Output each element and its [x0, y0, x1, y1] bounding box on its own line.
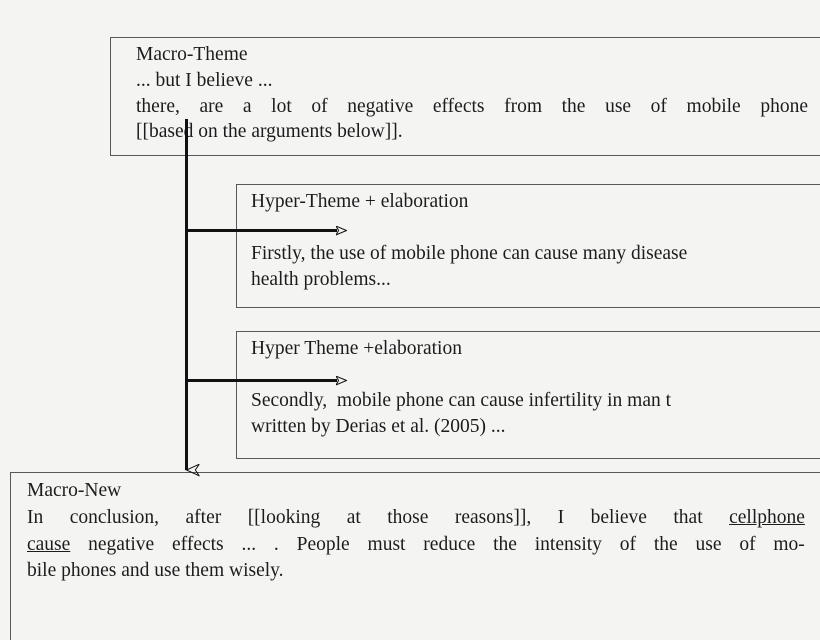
- macro-theme-line-3-word: are: [199, 95, 224, 117]
- macro-theme-line-3-word: mobile: [686, 95, 741, 117]
- macro-new-word: of: [619, 534, 636, 555]
- macro-theme-line-3-word: the: [561, 95, 586, 117]
- hyper-theme-2-line-2: written by Derias et al. (2005) ...: [251, 415, 506, 437]
- hyper-theme-1-label: Hyper-Theme + elaboration: [251, 191, 469, 212]
- macro-new-word: intensity: [534, 534, 602, 555]
- macro-new-word: of: [739, 534, 756, 555]
- macro-theme-line-3-word: effects: [432, 95, 485, 117]
- macro-new-word: People: [296, 534, 350, 555]
- macro-new-word: believe: [590, 507, 647, 528]
- macro-new-line-2: [27, 531, 805, 558]
- macro-theme-line-4: [[based on the arguments below]].: [136, 121, 403, 142]
- hyper-theme-2-content: [237, 332, 820, 441]
- macro-new-word: the: [493, 534, 517, 555]
- macro-new-word: effects: [172, 534, 224, 555]
- macro-new-word: that: [673, 507, 703, 528]
- macro-theme-line-3-word: negative: [347, 95, 414, 117]
- macro-theme-line-3-word: use: [605, 95, 632, 117]
- macro-new-label: Macro-New: [27, 480, 122, 501]
- macro-theme-line-3: [136, 94, 808, 120]
- macro-new-underlined-cause: cause: [27, 534, 71, 555]
- hyper-theme-2-line-1: Secondly, mobile phone can cause infertility in man t: [251, 390, 672, 411]
- macro-theme-content: [111, 38, 820, 147]
- macro-new-word: conclusion,: [69, 507, 160, 528]
- hyper-theme-2-label: Hyper Theme +elaboration: [251, 338, 462, 359]
- hyper-theme-2-box: [236, 331, 820, 459]
- macro-new-underlined-cellphone: cellphone: [729, 507, 805, 528]
- macro-theme-line-3-word: from: [504, 95, 543, 117]
- macro-new-word: at: [346, 507, 361, 528]
- macro-new-word: must: [367, 534, 406, 555]
- macro-new-box: [10, 472, 820, 640]
- hyper-theme-1-content: [237, 185, 820, 294]
- macro-theme-label: Macro-Theme: [136, 44, 248, 65]
- hyper-theme-1-spacer: [251, 215, 814, 241]
- macro-theme-line-3-word: of: [650, 95, 667, 117]
- macro-theme-line-3-word: of: [311, 95, 328, 117]
- macro-theme-line-3-word: phone: [760, 95, 808, 117]
- macro-new-line-1: [27, 504, 805, 531]
- macro-new-word: negative: [88, 534, 155, 555]
- macro-new-word: ...: [241, 534, 257, 555]
- hyper-theme-1-line-1: Firstly, the use of mobile phone can cause many disease: [251, 243, 688, 264]
- macro-new-word: reduce: [423, 534, 476, 555]
- macro-new-word: I: [557, 507, 565, 528]
- macro-new-word: the: [653, 534, 678, 555]
- macro-new-line-3: bile phones and use them wisely.: [27, 560, 284, 581]
- macro-new-word: after: [185, 507, 222, 528]
- macro-theme-line-3-word: there,: [136, 95, 180, 117]
- macro-new-word: use: [695, 534, 722, 555]
- macro-new-content: [11, 473, 820, 586]
- macro-new-word: those: [387, 507, 429, 528]
- hyper-theme-2-spacer: [251, 362, 814, 388]
- macro-new-word: .: [273, 534, 279, 555]
- macro-new-word: mo-: [773, 534, 805, 555]
- hyper-theme-1-line-2: health problems...: [251, 268, 391, 290]
- macro-new-word: reasons]],: [454, 507, 532, 528]
- macro-new-word: In: [27, 507, 44, 528]
- hyper-theme-1-box: [236, 184, 820, 308]
- macro-theme-line-2: ... but I believe ...: [136, 70, 273, 91]
- macro-new-word: [[looking: [247, 507, 321, 528]
- macro-theme-line-3-word: a: [242, 95, 252, 117]
- macro-theme-line-3-word: lot: [271, 95, 292, 117]
- macro-theme-box: [110, 37, 820, 156]
